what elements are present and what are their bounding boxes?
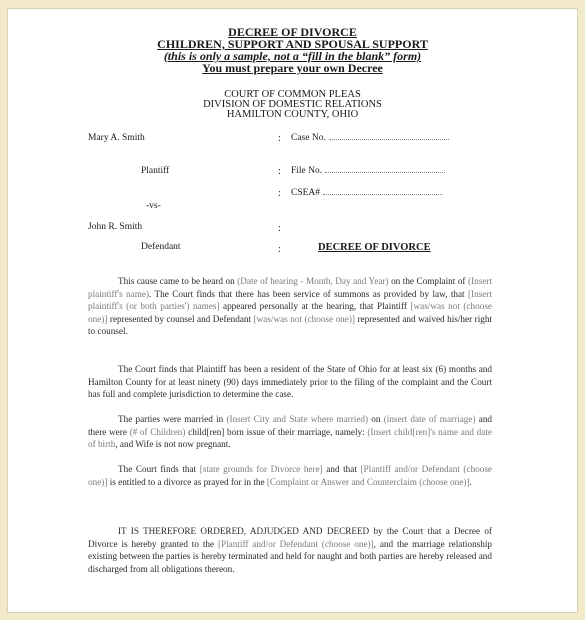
csea-field[interactable] bbox=[291, 188, 443, 198]
defendant-label: Defendant bbox=[141, 242, 181, 252]
caption-colon: : bbox=[278, 188, 281, 199]
document-title: DECREE OF DIVORCE bbox=[228, 25, 357, 39]
file-no-label: File No. bbox=[291, 166, 323, 176]
paragraph-hearing: This cause came to be heard on (Date of hearing - Month, Day and Year) on the Complaint of (Insert plaintiff's name). The Court finds that there has been service of summons as provided by law, that [Insert plaintiff's (or both parties') names] appeared personally at the hearing, that Plaintiff [was/was not (choose one)] represented by counsel and Defendant [was/was not (choose one)] represented and waived his/her right to counsel. bbox=[88, 276, 493, 336]
document-page bbox=[7, 8, 578, 613]
court-county: HAMILTON COUNTY, OHIO bbox=[226, 109, 359, 120]
caption-colon: : bbox=[278, 133, 281, 144]
document-subtitle: CHILDREN, SUPPORT AND SPOUSAL SUPPORT bbox=[157, 37, 428, 51]
paragraph-grounds: The Court finds that [state grounds for Divorce here] and that [Plantiff and/or Defendant (choose one)] is entitled to a divorce as prayed for in the [Complaint or Answer and Counterclaim (choose one)]. bbox=[88, 464, 493, 487]
paragraph-marriage: The parties were married in (Insert City and State where married) on (insert date of marriage) and there were (# of Children) child[ren] born issue of their marriage, namely: (Insert child[ren]'s name and date of birth, and Wife is not now pregnant. bbox=[88, 414, 493, 449]
caption-colon: : bbox=[278, 244, 281, 255]
plaintiff-name: Mary A. Smith bbox=[88, 133, 145, 143]
paragraph-residency: The Court finds that Plaintiff has been a resident of the State of Ohio for at least six (6) months and Hamilton County for at least ninety (90) days immediately prior to the filing of the complaint and the Court has full and complete jurisdiction to determine the case. bbox=[88, 364, 492, 399]
decree-heading: DECREE OF DIVORCE bbox=[318, 242, 431, 253]
case-no-label: Case No. bbox=[291, 133, 326, 143]
caption-colon: : bbox=[278, 223, 281, 234]
case-no-field[interactable] bbox=[291, 133, 449, 143]
file-no-field[interactable] bbox=[291, 166, 445, 176]
caption-colon: : bbox=[278, 166, 281, 177]
plaintiff-label: Plantiff bbox=[141, 166, 170, 176]
paragraph-order: IT IS THEREFORE ORDERED, ADJUDGED AND DECREED by the Court that a Decree of Divorce is hereby granted to the [Plantiff and/or Defendant (choose one)], and the marriage relationship existing between the parties is hereby terminated and held for naught and both parties are hereby released and discharged from all obligations thereon. bbox=[88, 526, 492, 574]
instruction-line: You must prepare your own Decree bbox=[202, 61, 383, 75]
court-division: DIVISION OF DOMESTIC RELATIONS bbox=[203, 99, 382, 110]
versus-label: -vs- bbox=[146, 201, 161, 211]
defendant-name: John R. Smith bbox=[88, 222, 143, 232]
court-name: COURT OF COMMON PLEAS bbox=[224, 89, 361, 100]
csea-label: CSEA# bbox=[291, 188, 321, 198]
sample-note: (this is only a sample, not a “fill in the blank” form) bbox=[163, 49, 422, 63]
